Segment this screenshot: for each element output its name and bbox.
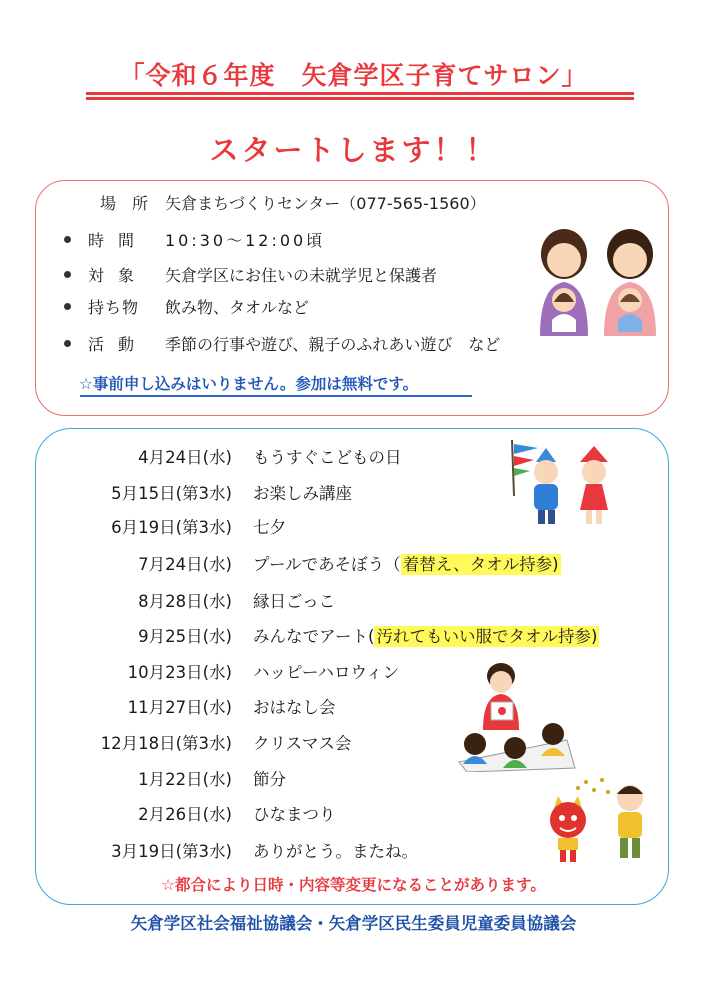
bullet-icon — [64, 303, 71, 310]
event-date: 8月28日(水) — [138, 592, 232, 611]
place-label: 場 所 — [100, 194, 149, 213]
event-name — [253, 514, 286, 538]
notice-free: ☆事前申し込みはいりません。参加は無料です。 — [79, 375, 419, 393]
event-name — [253, 766, 286, 790]
story-time-illustration — [457, 660, 577, 772]
event-date: 11月27日(水) — [127, 698, 232, 717]
bullet-icon — [64, 236, 71, 243]
title-rule-top — [86, 92, 634, 95]
event-name — [253, 588, 335, 612]
info-value-target: 矢倉学区にお住いの未就学児と保護者 — [165, 266, 438, 285]
parents-with-babies-illustration — [532, 224, 662, 336]
event-name — [253, 551, 561, 575]
footer-organizers: 矢倉学区社会福祉協議会・矢倉学区民生委員児童委員協議会 — [130, 914, 577, 933]
event-name — [253, 623, 599, 647]
event-title: 節分 — [253, 770, 286, 789]
event-title: 七夕 — [253, 518, 286, 537]
event-title: プールであそぼう（ — [253, 555, 401, 574]
event-date: 4月24日(水) — [138, 448, 232, 467]
event-date: 7月24日(水) — [138, 555, 232, 574]
info-value-belongings: 飲み物、タオルなど — [165, 298, 310, 317]
page-subtitle: スタートします！！ — [209, 133, 498, 167]
event-name — [253, 480, 352, 504]
event-name — [253, 694, 336, 718]
event-title: お楽しみ講座 — [253, 484, 352, 503]
event-title: 縁日ごっこ — [253, 592, 336, 611]
event-title: もうすぐこどもの日 — [253, 448, 402, 467]
event-note-highlight: 着替え、タオル持参) — [402, 555, 559, 574]
event-date: 5月15日(第3水) — [111, 484, 232, 503]
bullet-icon — [64, 271, 71, 278]
event-date: 9月25日(水) — [138, 627, 232, 646]
event-name — [253, 801, 336, 825]
event-title: ひなまつり — [253, 805, 336, 824]
childrens-day-kids-illustration — [500, 438, 650, 530]
info-label-target: 対象 — [88, 266, 149, 285]
event-date: 3月19日(第3水) — [111, 842, 232, 861]
event-name — [253, 730, 351, 754]
event-note-highlight: 汚れてもいい服でタオル持参) — [376, 627, 598, 646]
event-date: 12月18日(第3水) — [100, 734, 232, 753]
setsubun-illustration — [538, 772, 658, 864]
event-title: ハッピーハロウィン — [253, 663, 400, 682]
event-title: おはなし会 — [253, 698, 336, 717]
event-date: 6月19日(第3水) — [111, 518, 232, 537]
event-name — [253, 659, 399, 683]
bullet-icon — [64, 340, 71, 347]
event-title: みんなでアート( — [253, 627, 375, 646]
event-name — [253, 444, 402, 468]
place-row — [100, 191, 486, 214]
event-name — [253, 838, 418, 862]
event-title: クリスマス会 — [253, 734, 352, 753]
page-title: 「令和６年度 矢倉学区子育てサロン」 — [119, 61, 588, 90]
event-date: 1月22日(水) — [138, 770, 232, 789]
title-rule-bottom — [86, 97, 634, 100]
event-date: 10月23日(水) — [127, 663, 232, 682]
event-title: ありがとう。またね。 — [253, 842, 418, 861]
place-value: 矢倉まちづくりセンター（077-565-1560） — [165, 194, 486, 213]
info-value-time: 10:30～12:00頃 — [165, 231, 326, 250]
info-label-activity: 活動 — [88, 335, 149, 354]
info-label-time: 時間 — [88, 231, 149, 250]
notice-underline — [80, 395, 472, 397]
info-value-activity: 季節の行事や遊び、親子のふれあい遊び など — [165, 335, 501, 354]
event-date: 2月26日(水) — [138, 805, 232, 824]
change-notice: ☆都合により日時・内容等変更になることがあります。 — [161, 876, 546, 894]
info-label-belongings: 持ち物 — [88, 298, 140, 317]
